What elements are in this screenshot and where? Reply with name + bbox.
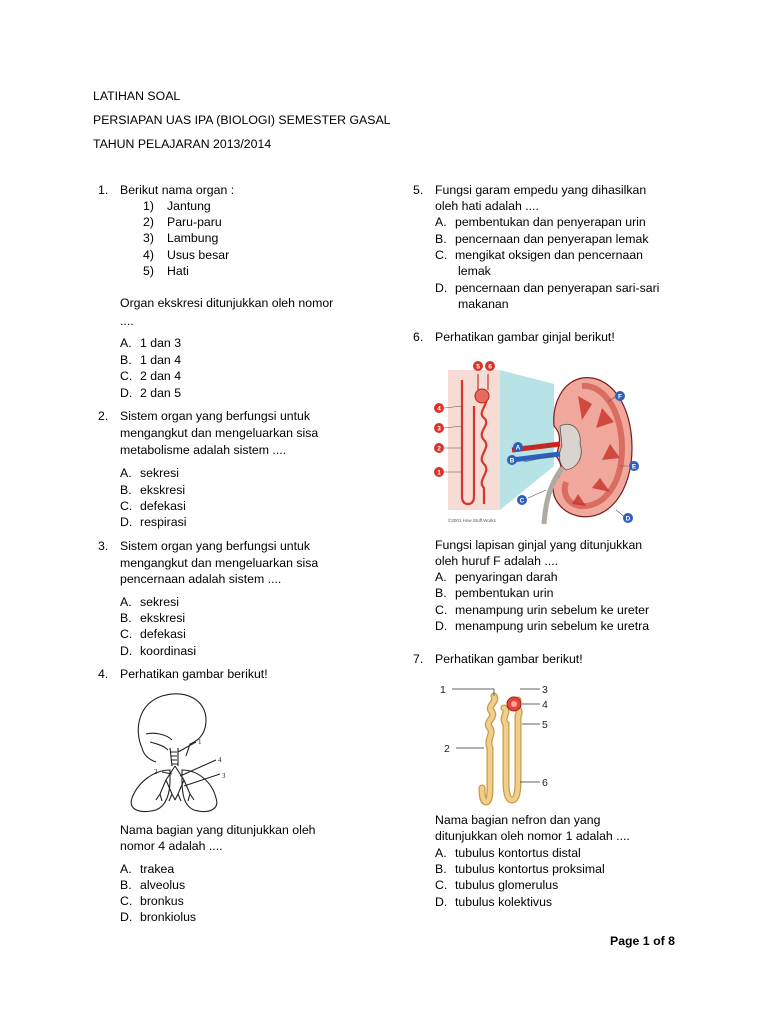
option-letter: A. <box>120 466 132 480</box>
q1-question: Organ ekskresi ditunjukkan oleh nomor <box>120 296 334 310</box>
respiratory-system-figure <box>120 690 238 816</box>
nephron-figure <box>436 678 560 808</box>
q3-number: 3. <box>98 539 109 553</box>
q6-option-d: menampung urin sebelum ke uretra <box>455 619 650 633</box>
trachea <box>170 748 178 766</box>
q6-question: Fungsi lapisan ginjal yang ditunjukkan <box>435 538 643 552</box>
q6-question: oleh huruf F adalah .... <box>435 554 559 568</box>
option-letter: D. <box>435 895 448 909</box>
q3-option-c: defekasi <box>140 627 186 641</box>
option-letter: C. <box>435 603 448 617</box>
q3-stem: pencernaan adalah sistem .... <box>120 572 282 586</box>
figure-label: 2 <box>154 768 158 776</box>
option-letter: C. <box>435 878 448 892</box>
option-letter: C. <box>435 248 448 262</box>
q5-option-c: lemak <box>458 264 491 278</box>
q5-stem: Fungsi garam empedu yang dihasilkan <box>435 183 647 197</box>
q7-question: Nama bagian nefron dan yang <box>435 813 601 827</box>
q1-item-num: 5) <box>143 264 154 278</box>
head-outline <box>138 694 206 756</box>
q4-stem: Perhatikan gambar berikut! <box>120 667 268 681</box>
option-letter: C. <box>120 499 133 513</box>
q1-option-a: 1 dan 3 <box>140 336 182 350</box>
q1-number: 1. <box>98 183 109 197</box>
q6-stem: Perhatikan gambar ginjal berikut! <box>435 330 615 344</box>
q1-item: Paru-paru <box>167 215 222 229</box>
q5-option-d: makanan <box>458 297 509 311</box>
option-letter: D. <box>120 515 133 529</box>
q6-option-a: penyaringan darah <box>455 570 558 584</box>
option-letter: D. <box>120 644 133 658</box>
figure-label: 5 <box>476 363 480 371</box>
figure-label: 2 <box>444 743 450 755</box>
q2-stem: Sistem organ yang berfungsi untuk <box>120 409 311 423</box>
option-letter: B. <box>435 586 447 600</box>
q1-item-num: 2) <box>143 215 154 229</box>
q3-option-a: sekresi <box>140 595 179 609</box>
figure-label: B <box>509 457 515 465</box>
q2-option-d: respirasi <box>140 515 187 529</box>
doc-title: LATIHAN SOAL <box>93 89 181 103</box>
option-letter: D. <box>435 281 448 295</box>
q5-option-c: mengikat oksigen dan pencernaan <box>455 248 644 262</box>
q7-option-c: tubulus glomerulus <box>455 878 559 892</box>
q7-number: 7. <box>413 652 424 666</box>
q7-option-d: tubulus kolektivus <box>455 895 553 909</box>
left-lung <box>131 770 170 812</box>
q2-option-a: sekresi <box>140 466 179 480</box>
q4-option-b: alveolus <box>140 878 186 892</box>
q1-option-d: 2 dan 5 <box>140 386 182 400</box>
figure-label: F <box>618 393 622 401</box>
option-letter: C. <box>120 369 133 383</box>
q1-item: Jantung <box>167 199 211 213</box>
option-letter: D. <box>120 910 133 924</box>
q3-option-b: ekskresi <box>140 611 186 625</box>
option-letter: A. <box>435 215 447 229</box>
page-number: Page 1 of 8 <box>610 934 675 948</box>
q4-question: nomor 4 adalah .... <box>120 839 223 853</box>
q4-option-c: bronkus <box>140 894 184 908</box>
q5-option-d: pencernaan dan penyerapan sari-sari <box>455 281 660 295</box>
q1-item: Hati <box>167 264 189 278</box>
option-letter: B. <box>120 483 132 497</box>
figure-label: E <box>631 463 637 471</box>
q4-question: Nama bagian yang ditunjukkan oleh <box>120 823 316 837</box>
option-letter: D. <box>120 386 133 400</box>
q1-item: Lambung <box>167 231 219 245</box>
option-letter: B. <box>435 862 447 876</box>
option-letter: A. <box>120 336 132 350</box>
figure-label: 3 <box>222 772 226 780</box>
q4-option-d: bronkiolus <box>140 910 197 924</box>
q1-stem: Berikut nama organ : <box>120 183 235 197</box>
option-letter: B. <box>120 353 132 367</box>
q1-item: Usus besar <box>167 248 230 262</box>
figure-label: 4 <box>218 756 222 764</box>
figure-label: 3 <box>437 425 441 433</box>
renal-pelvis <box>559 424 581 470</box>
figure-label: 4 <box>542 699 548 711</box>
figure-label: 6 <box>488 363 492 371</box>
q1-item-num: 1) <box>143 199 154 213</box>
figure-label: D <box>625 515 631 523</box>
option-letter: A. <box>435 570 447 584</box>
q5-stem: oleh hati adalah .... <box>435 199 539 213</box>
q6-option-b: pembentukan urin <box>455 586 554 600</box>
kidney-figure <box>432 356 642 528</box>
figure-label: 5 <box>542 719 548 731</box>
doc-year: TAHUN PELAJARAN 2013/2014 <box>93 137 272 151</box>
q4-number: 4. <box>98 667 109 681</box>
glomerulus <box>475 389 489 403</box>
q1-item-num: 4) <box>143 248 154 262</box>
q3-stem: mengangkut dan mengeluarkan sisa <box>120 556 319 570</box>
option-letter: B. <box>435 232 447 246</box>
figure-label: 2 <box>437 445 441 453</box>
q7-option-a: tubulus kontortus distal <box>455 846 581 860</box>
option-letter: D. <box>435 619 448 633</box>
figure-label: 1 <box>198 738 202 746</box>
q4-option-a: trakea <box>140 862 175 876</box>
q2-stem: mengangkut dan mengeluarkan sisa <box>120 426 319 440</box>
q3-option-d: koordinasi <box>140 644 197 658</box>
q7-option-b: tubulus kontortus proksimal <box>455 862 605 876</box>
figure-credit: ©2001 How Stuff Works <box>448 518 496 523</box>
option-letter: A. <box>120 862 132 876</box>
q5-option-b: pencernaan dan penyerapan lemak <box>455 232 649 246</box>
figure-label: C <box>519 497 525 505</box>
q2-option-b: ekskresi <box>140 483 186 497</box>
option-letter: C. <box>120 894 133 908</box>
figure-label: 3 <box>542 684 548 696</box>
figure-label: 1 <box>437 469 441 477</box>
q2-number: 2. <box>98 409 109 423</box>
q7-stem: Perhatikan gambar berikut! <box>435 652 583 666</box>
q1-question: .... <box>120 314 134 328</box>
zoom-wedge <box>500 370 554 510</box>
option-letter: B. <box>120 611 132 625</box>
figure-label: A <box>515 444 521 452</box>
option-letter: A. <box>435 846 447 860</box>
q1-item-num: 3) <box>143 231 154 245</box>
q6-option-c: menampung urin sebelum ke ureter <box>455 603 650 617</box>
q2-stem: metabolisme adalah sistem .... <box>120 443 287 457</box>
figure-label: 6 <box>542 777 548 789</box>
q6-number: 6. <box>413 330 424 344</box>
figure-label: 1 <box>440 684 446 696</box>
doc-subtitle: PERSIAPAN UAS IPA (BIOLOGI) SEMESTER GASAL <box>93 113 391 127</box>
q3-stem: Sistem organ yang berfungsi untuk <box>120 539 311 553</box>
option-letter: C. <box>120 627 133 641</box>
q5-option-a: pembentukan dan penyerapan urin <box>455 215 646 229</box>
option-letter: A. <box>120 595 132 609</box>
option-letter: B. <box>120 878 132 892</box>
q1-option-b: 1 dan 4 <box>140 353 182 367</box>
q7-question: ditunjukkan oleh nomor 1 adalah .... <box>435 829 630 843</box>
q2-option-c: defekasi <box>140 499 186 513</box>
right-lung <box>182 770 217 812</box>
q1-option-c: 2 dan 4 <box>140 369 182 383</box>
figure-label: 4 <box>437 405 441 413</box>
q5-number: 5. <box>413 183 424 197</box>
